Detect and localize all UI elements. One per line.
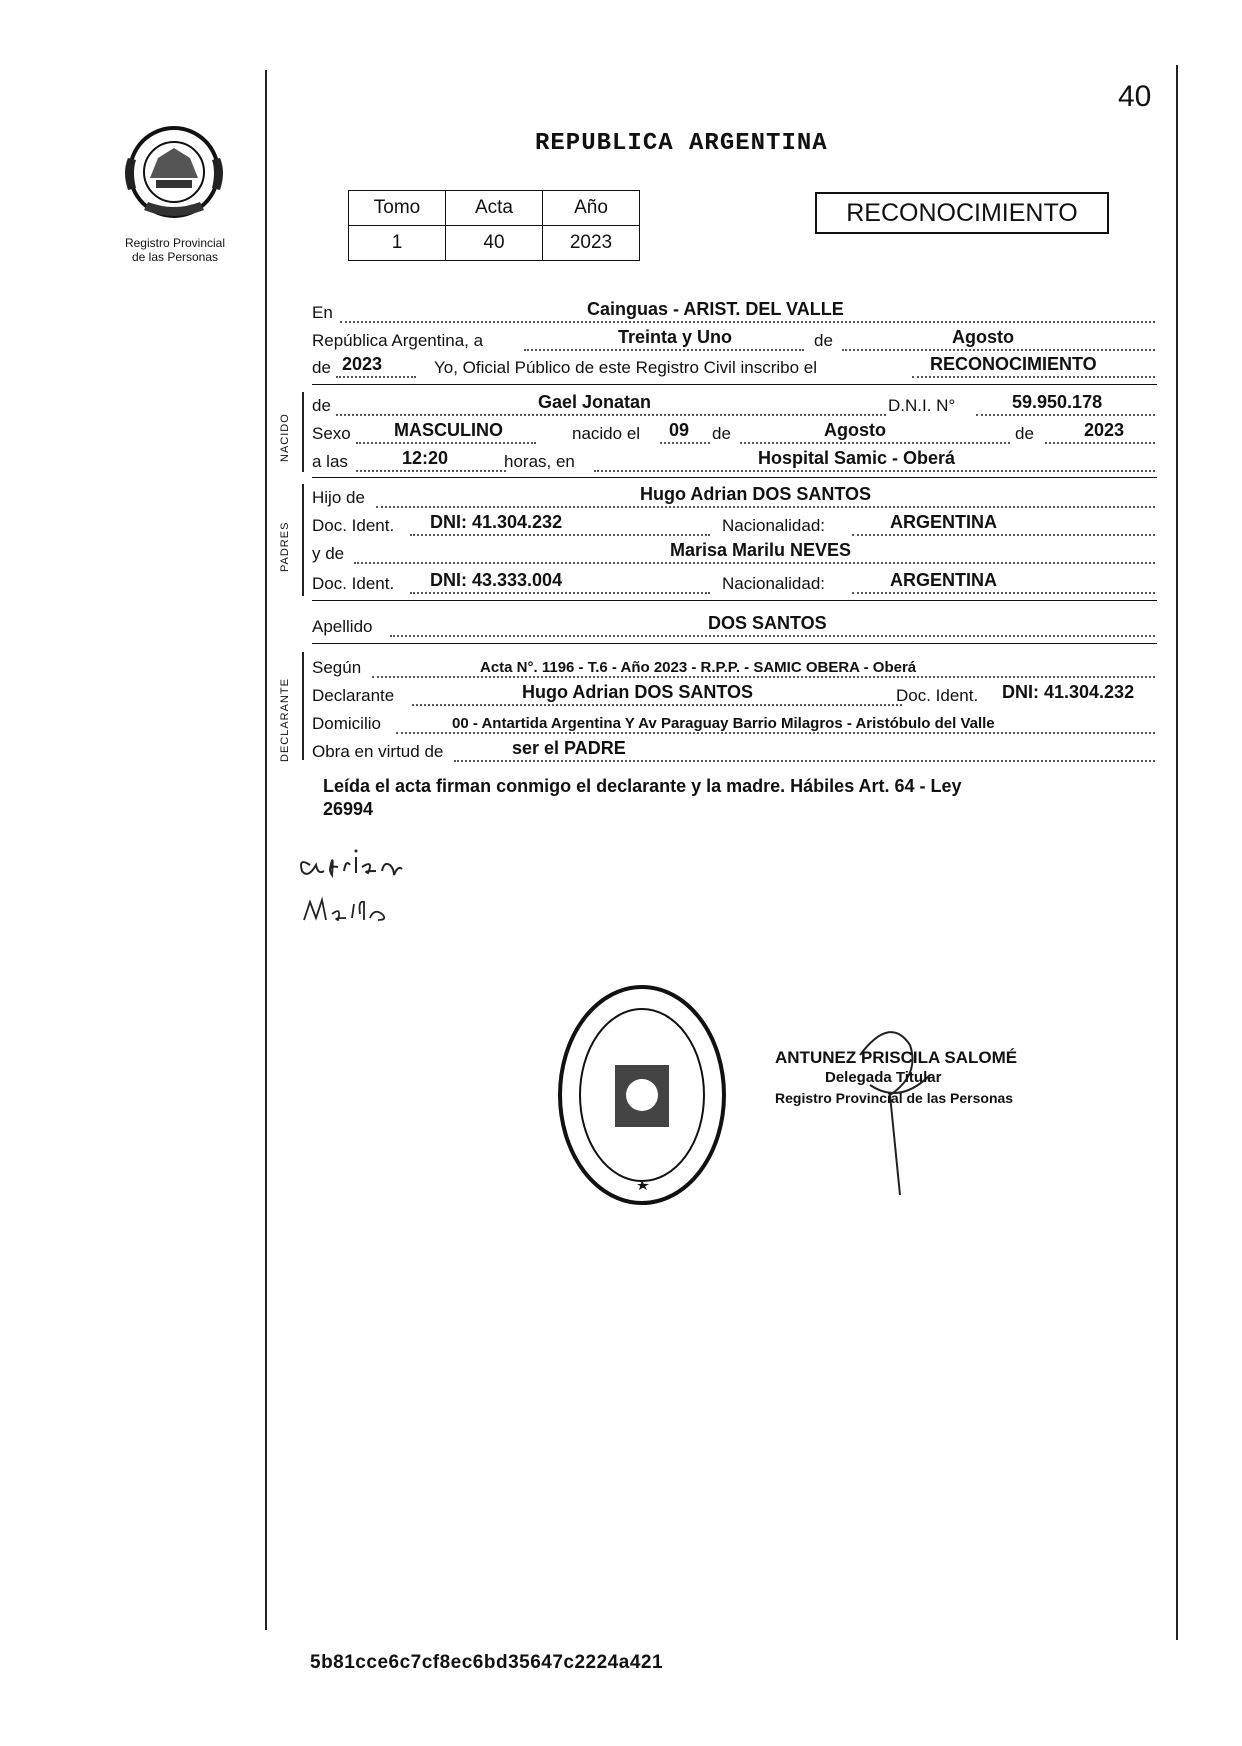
row-place <box>312 300 1157 326</box>
row-declarant <box>312 683 1157 709</box>
right-margin-line <box>1176 65 1178 1640</box>
segun-value: Acta N°. 1196 - T.6 - Año 2023 - R.P.P. - SAMIC OBERA - Oberá <box>480 659 917 676</box>
child-name: Gael Jonatan <box>538 392 652 412</box>
country-title: REPUBLICA ARGENTINA <box>535 130 828 157</box>
hours-label: horas, en <box>504 452 575 471</box>
dni-label: D.N.I. N° <box>888 396 956 415</box>
divider <box>312 477 1157 478</box>
nat1-label: Nacionalidad: <box>722 516 826 535</box>
inscribe-text: Yo, Oficial Público de este Registro Civil inscribo el <box>434 358 817 377</box>
tomo-value: 1 <box>349 226 446 261</box>
act-type-box: RECONOCIMIENTO <box>815 192 1109 234</box>
de2-label: de <box>312 358 331 377</box>
time-value: 12:20 <box>402 448 449 468</box>
record-box <box>348 190 640 261</box>
side-label-declarant: DECLARANTE <box>279 678 291 762</box>
declarant-label: Declarante <box>312 686 395 705</box>
segun-label: Según <box>312 658 362 677</box>
divider <box>312 643 1157 644</box>
inscribe-value: RECONOCIMIENTO <box>930 354 1097 374</box>
row-surname <box>312 614 1157 640</box>
left-margin-line <box>265 70 267 1630</box>
nat2-value: ARGENTINA <box>890 570 997 590</box>
side-label-parents: PADRES <box>279 521 291 572</box>
official-name: ANTUNEZ PRISCILA SALOMÉ <box>775 1048 1018 1067</box>
page-number: 40 <box>1118 80 1152 113</box>
born-day: 09 <box>669 420 690 440</box>
born-de2-label: de <box>1015 424 1034 443</box>
mother-signature-icon <box>298 890 418 930</box>
decl-doc-label: Doc. Ident. <box>896 686 979 705</box>
row-address <box>312 711 1157 737</box>
row-mother <box>312 541 1157 567</box>
month-value: Agosto <box>952 327 1014 347</box>
doc2-value: DNI: 43.333.004 <box>430 570 563 590</box>
day-value: Treinta y Uno <box>618 327 733 347</box>
doc1-value: DNI: 41.304.232 <box>430 512 563 532</box>
official-stamp-icon <box>555 980 730 1210</box>
official-title: Delegada Titular <box>825 1069 942 1086</box>
document-hash: 5b81cce6c7cf8ec6bd35647c2224a421 <box>310 1652 664 1673</box>
registry-caption-line1: Registro Provincial <box>124 236 226 250</box>
row-inscribe <box>312 355 1157 381</box>
son-label: Hijo de <box>312 488 365 507</box>
divider <box>312 600 1157 601</box>
closing-statement <box>323 775 1153 821</box>
born-year: 2023 <box>1084 420 1125 440</box>
row-father-doc <box>312 513 1157 539</box>
side-label-born: NACIDO <box>279 413 291 462</box>
born-de-label: de <box>712 424 731 443</box>
anio-value: 2023 <box>543 226 640 261</box>
republic-label: República Argentina, a <box>312 331 484 350</box>
surname-value: DOS SANTOS <box>708 613 827 633</box>
address-value: 00 - Antartida Argentina Y Av Paraguay Barrio Milagros - Aristóbulo del Valle <box>452 715 995 732</box>
virtue-label: Obra en virtud de <box>312 742 444 761</box>
closing-line2: 26994 <box>323 799 374 819</box>
doc2-label: Doc. Ident. <box>312 574 395 593</box>
doc1-label: Doc. Ident. <box>312 516 395 535</box>
surname-label: Apellido <box>312 617 373 636</box>
row-time <box>312 449 1157 475</box>
official-office: Registro Provincial de las Personas <box>775 1090 1014 1106</box>
registry-caption-line2: de las Personas <box>131 250 219 264</box>
row-child <box>312 393 1157 419</box>
born-label: nacido el <box>572 424 641 443</box>
row-father <box>312 485 1157 511</box>
virtue-value: ser el PADRE <box>512 738 626 758</box>
dni-value: 59.950.178 <box>1012 392 1103 412</box>
closing-line1: Leída el acta firman conmigo el declarante y la madre. Hábiles Art. 64 - Ley <box>323 776 962 796</box>
row-mother-doc <box>312 571 1157 597</box>
declarant-signature-icon <box>290 835 440 885</box>
and-label: y de <box>312 544 345 563</box>
year-value: 2023 <box>342 354 383 374</box>
en-label: En <box>312 303 333 322</box>
en-value: Cainguas - ARIST. DEL VALLE <box>587 299 844 319</box>
father-name: Hugo Adrian DOS SANTOS <box>640 484 872 504</box>
sex-label: Sexo <box>312 424 351 443</box>
child-de-label: de <box>312 396 331 415</box>
acta-header: Acta <box>446 191 543 226</box>
tomo-header: Tomo <box>349 191 446 226</box>
registry-seal-icon <box>120 118 228 226</box>
official-signature-icon <box>840 1015 960 1205</box>
nat1-value: ARGENTINA <box>890 512 997 532</box>
anio-header: Año <box>543 191 640 226</box>
nat2-label: Nacionalidad: <box>722 574 826 593</box>
divider <box>312 384 1157 385</box>
row-birth <box>312 421 1157 447</box>
registry-caption <box>100 236 250 264</box>
de-label: de <box>814 331 833 350</box>
time-label: a las <box>312 452 348 471</box>
decl-doc-value: DNI: 41.304.232 <box>1002 682 1135 702</box>
official-block <box>775 1048 1017 1108</box>
acta-value: 40 <box>446 226 543 261</box>
row-date <box>312 328 1157 354</box>
mother-name: Marisa Marilu NEVES <box>670 540 852 560</box>
place-value: Hospital Samic - Oberá <box>758 448 956 468</box>
declarant-value: Hugo Adrian DOS SANTOS <box>522 682 754 702</box>
row-virtue <box>312 739 1157 765</box>
born-month: Agosto <box>824 420 886 440</box>
address-label: Domicilio <box>312 714 381 733</box>
row-segun <box>312 655 1157 681</box>
sex-value: MASCULINO <box>394 420 503 440</box>
